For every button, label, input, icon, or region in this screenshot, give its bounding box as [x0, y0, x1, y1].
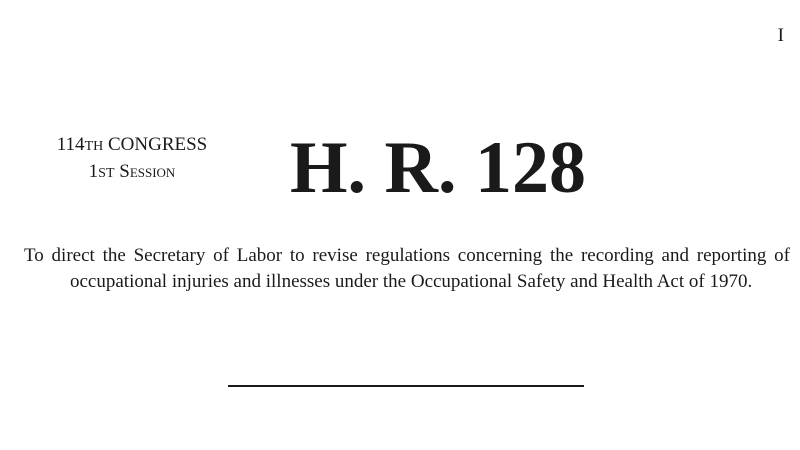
congress-label: CONGRESS [107, 134, 208, 155]
congress-number-suffix: TH [84, 139, 104, 154]
session-number: 1 [88, 161, 99, 182]
session-line [24, 159, 240, 186]
congress-number: 114 [56, 134, 85, 155]
bill-number: H. R. 128 [290, 127, 586, 209]
congress-session-block [24, 132, 240, 186]
session-number-suffix: ST [98, 166, 115, 181]
bill-title: To direct the Secretary of Labor to revise regulations concerning the recording and reporting of occupational injuries and illnesses under the Occupational Safety and Health Act of 1970. [24, 245, 790, 292]
horizontal-rule [228, 385, 584, 387]
congress-line [24, 132, 240, 159]
bill-header [0, 128, 800, 208]
session-label: Session [119, 161, 176, 182]
page-mark: I [777, 25, 784, 46]
